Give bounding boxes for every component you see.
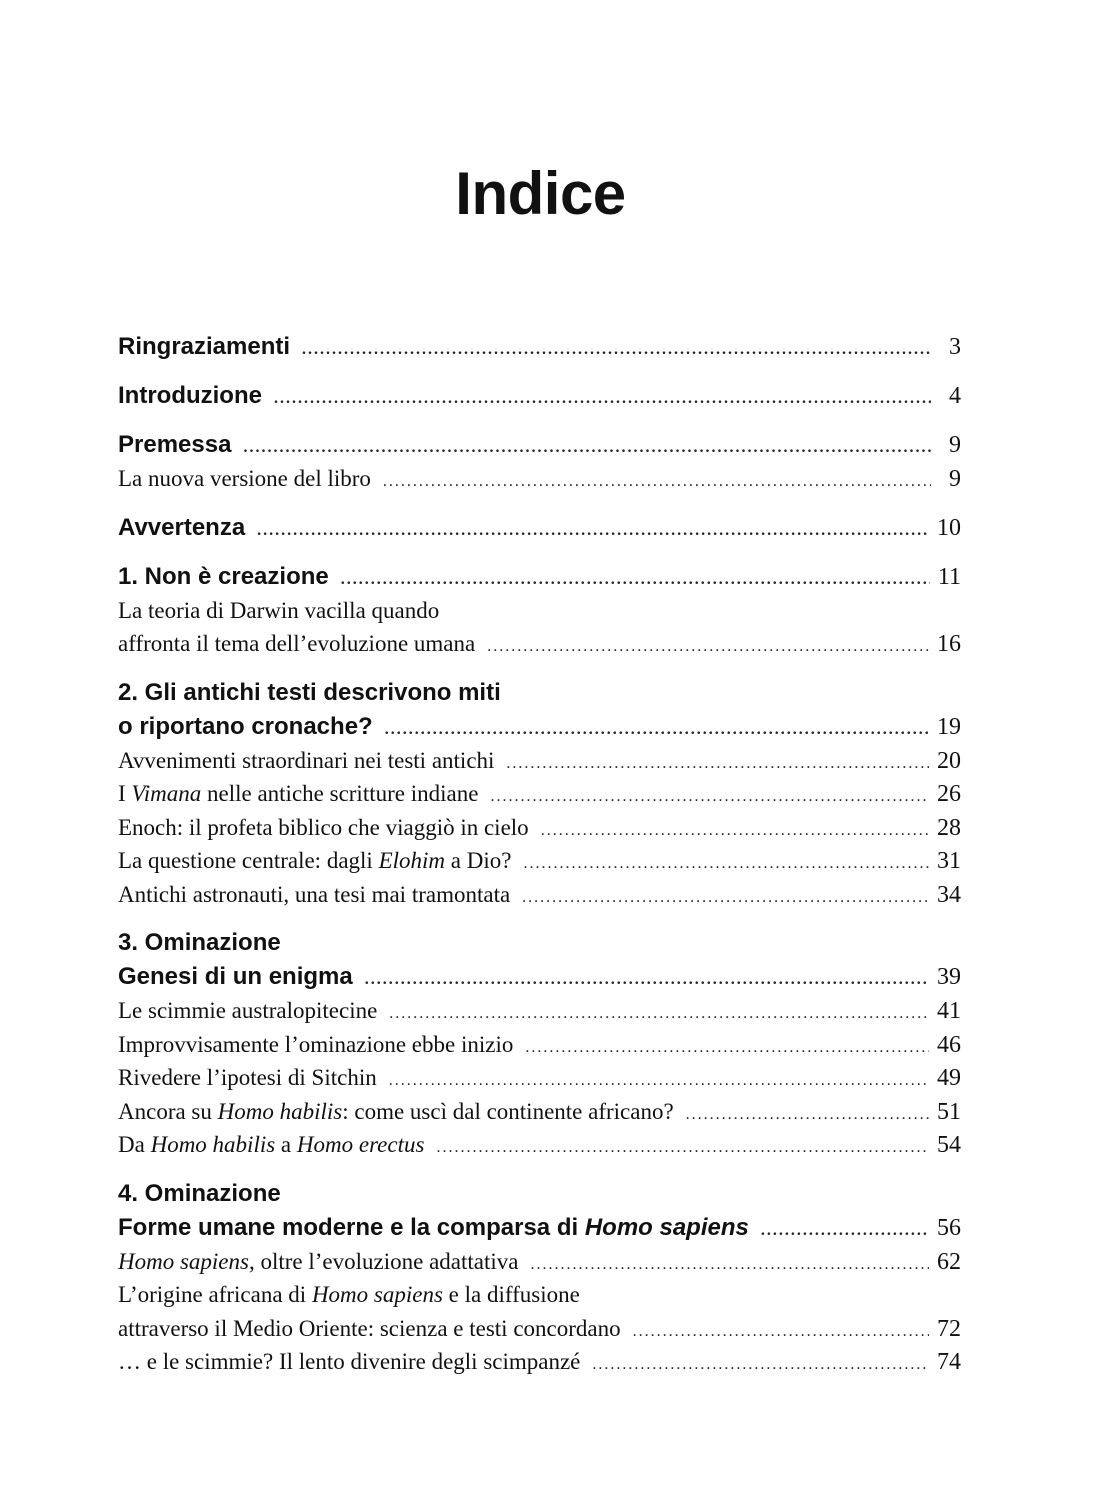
table-of-contents — [118, 330, 961, 1379]
toc-subentry[interactable] — [118, 811, 961, 845]
toc-entry-ringraziamenti[interactable] — [118, 330, 961, 364]
toc-subentry[interactable] — [118, 1345, 961, 1379]
toc-page-number: 46 — [937, 1031, 961, 1058]
toc-page-number: 9 — [949, 432, 961, 458]
toc-entry-label: Improvvisamente l’ominazione ebbe inizio — [118, 1031, 514, 1057]
toc-entry-label: I Vimana nelle antiche scritture indiane — [118, 781, 479, 806]
toc-entry-label: attraverso il Medio Oriente: scienza e testi concordano — [118, 1315, 621, 1341]
dot-leader — [436, 1131, 929, 1165]
toc-entry-chapter-4-line1[interactable]: 4. Ominazione — [118, 1179, 281, 1207]
toc-page-number: 74 — [937, 1349, 961, 1375]
toc-entry-label: Genesi di un enigma — [118, 963, 353, 990]
toc-page-number: 10 — [937, 514, 961, 541]
toc-entry-label: Avvenimenti straordinari nei testi antichi — [118, 747, 495, 773]
dot-leader — [385, 713, 929, 747]
toc-entry-chapter-3-line1[interactable]: 3. Ominazione — [118, 929, 281, 956]
toc-entry-label: Da Homo habilis a Homo erectus — [118, 1132, 425, 1157]
toc-page-number: 49 — [937, 1065, 961, 1091]
toc-page-number: 72 — [937, 1315, 961, 1342]
dot-leader — [383, 465, 931, 499]
toc-entry-label: Rivedere l’ipotesi di Sitchin — [118, 1065, 377, 1090]
toc-page-number: 56 — [937, 1214, 961, 1241]
toc-entry-label: Ancora su Homo habilis: come uscì dal continente africano? — [118, 1098, 674, 1124]
dot-leader — [686, 1098, 929, 1132]
toc-subentry[interactable] — [118, 994, 961, 1028]
toc-page-number: 34 — [937, 881, 961, 908]
dot-leader — [633, 1315, 929, 1349]
dot-leader — [761, 1214, 929, 1248]
toc-subentry-darwin-line2[interactable] — [118, 627, 961, 661]
dot-leader — [365, 963, 929, 997]
dot-leader — [523, 847, 929, 881]
toc-entry-label: 1. Non è creazione — [118, 562, 329, 590]
dot-leader — [522, 881, 929, 915]
dot-leader — [592, 1348, 929, 1382]
toc-entry-introduzione[interactable] — [118, 379, 961, 413]
toc-entry-label: Antichi astronauti, una tesi mai tramontata — [118, 881, 511, 907]
toc-page-number: 4 — [949, 383, 961, 409]
toc-entry-label: Enoch: il profeta biblico che viaggiò in cielo — [118, 814, 529, 840]
toc-subentry[interactable] — [118, 1028, 961, 1062]
toc-page-number: 41 — [937, 998, 961, 1024]
toc-subentry[interactable] — [118, 744, 961, 778]
toc-page-number: 51 — [937, 1098, 961, 1125]
toc-page-number: 9 — [949, 466, 961, 492]
toc-page-number: 11 — [937, 563, 961, 590]
toc-entry-chapter-2-line2[interactable] — [118, 710, 961, 744]
toc-entry-label: Le scimmie australopitecine — [118, 998, 378, 1023]
toc-page-number: 28 — [937, 814, 961, 841]
dot-leader — [274, 382, 931, 416]
toc-page-number: 54 — [937, 1132, 961, 1158]
toc-page-number: 31 — [937, 848, 961, 874]
dot-leader — [530, 1248, 929, 1282]
toc-entry-avvertenza[interactable] — [118, 511, 961, 545]
toc-entry-label: Homo sapiens, oltre l’evoluzione adattativa — [118, 1248, 519, 1274]
dot-leader — [243, 431, 931, 465]
toc-subentry[interactable] — [118, 1061, 961, 1095]
toc-entry-chapter-1[interactable] — [118, 560, 961, 594]
toc-entry-label: o riportano cronache? — [118, 712, 373, 740]
toc-entry-label: Ringraziamenti — [118, 333, 291, 360]
toc-entry-label: Forme umane moderne e la comparsa di Homo sapiens — [118, 1213, 749, 1241]
toc-entry-label: Premessa — [118, 431, 232, 458]
toc-entry-label: Avvertenza — [118, 513, 246, 541]
dot-leader — [257, 514, 929, 548]
toc-page-number: 16 — [937, 631, 961, 657]
dot-leader — [525, 1031, 929, 1065]
toc-entry-chapter-2-line1[interactable]: 2. Gli antichi testi descrivono miti — [118, 678, 501, 706]
dot-leader — [506, 747, 929, 781]
toc-subentry[interactable] — [118, 1245, 961, 1279]
toc-entry-label: La nuova versione del libro — [118, 466, 371, 491]
dot-leader — [541, 814, 929, 848]
toc-subentry-nuova-versione[interactable] — [118, 462, 961, 496]
toc-subentry[interactable] — [118, 777, 961, 811]
toc-page-number: 62 — [937, 1248, 961, 1275]
dot-leader — [302, 333, 931, 367]
toc-entry-label: … e le scimmie? Il lento divenire degli scimpanzé — [118, 1349, 581, 1374]
toc-page-number: 26 — [937, 781, 961, 807]
dot-leader — [490, 780, 929, 814]
toc-subentry[interactable] — [118, 878, 961, 912]
toc-subentry-origine-line1[interactable]: L’origine africana di Homo sapiens e la diffusione — [118, 1282, 580, 1307]
toc-subentry[interactable] — [118, 1095, 961, 1129]
dot-leader — [341, 563, 930, 597]
dot-leader — [389, 997, 929, 1031]
toc-page-number: 19 — [937, 713, 961, 740]
toc-entry-chapter-4-line2[interactable] — [118, 1211, 961, 1245]
toc-subentry-darwin-line1[interactable]: La teoria di Darwin vacilla quando — [118, 597, 440, 623]
page-title: Indice — [455, 160, 626, 227]
toc-entry-label: Introduzione — [118, 382, 262, 409]
dot-leader — [487, 630, 929, 664]
toc-entry-label: La questione centrale: dagli Elohim a Dio? — [118, 848, 512, 873]
toc-entry-chapter-3-line2[interactable] — [118, 960, 961, 994]
toc-entry-label: affronta il tema dell’evoluzione umana — [118, 631, 476, 656]
toc-page-number: 3 — [949, 334, 961, 360]
toc-subentry[interactable] — [118, 844, 961, 878]
toc-entry-premessa[interactable] — [118, 428, 961, 462]
dot-leader — [389, 1064, 929, 1098]
toc-subentry-origine-line2[interactable] — [118, 1312, 961, 1346]
toc-subentry[interactable] — [118, 1128, 961, 1162]
toc-page-number: 39 — [937, 964, 961, 990]
toc-page-number: 20 — [937, 747, 961, 774]
